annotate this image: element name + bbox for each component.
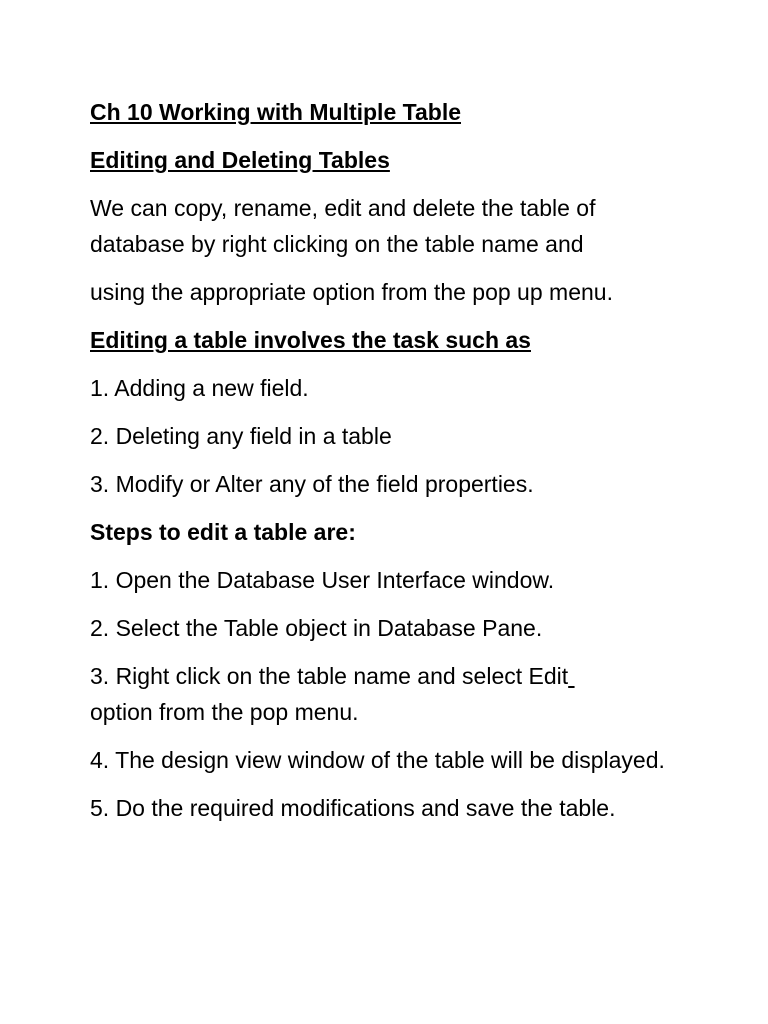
- step-1: 1. Open the Database User Interface window.: [90, 567, 555, 593]
- section-title: Editing and Deleting Tables: [90, 147, 390, 173]
- step-2: 2. Select the Table object in Database Pane.: [90, 615, 543, 641]
- editing-task-2: 2. Deleting any field in a table: [90, 423, 392, 449]
- chapter-title: Ch 10 Working with Multiple Table: [90, 99, 461, 125]
- step-3: [90, 658, 690, 730]
- document-content: [90, 94, 690, 838]
- editing-task-3: 3. Modify or Alter any of the field properties.: [90, 471, 534, 497]
- intro-paragraph-2: using the appropriate option from the pop up menu.: [90, 279, 613, 305]
- step-3-continuation: option from the pop menu.: [90, 699, 359, 725]
- step-3-text: 3. Right click on the table name and select Edit: [90, 663, 569, 689]
- step-5: 5. Do the required modifications and save the table.: [90, 795, 616, 821]
- editing-heading: Editing a table involves the task such as: [90, 327, 531, 353]
- editing-task-1: 1. Adding a new field.: [90, 375, 309, 401]
- intro-paragraph-1: We can copy, rename, edit and delete the table of database by right clicking on the table name and: [90, 195, 596, 257]
- step-3-underlined-space: [568, 663, 574, 689]
- steps-heading: Steps to edit a table are:: [90, 519, 356, 545]
- step-4: 4. The design view window of the table will be displayed.: [90, 747, 665, 773]
